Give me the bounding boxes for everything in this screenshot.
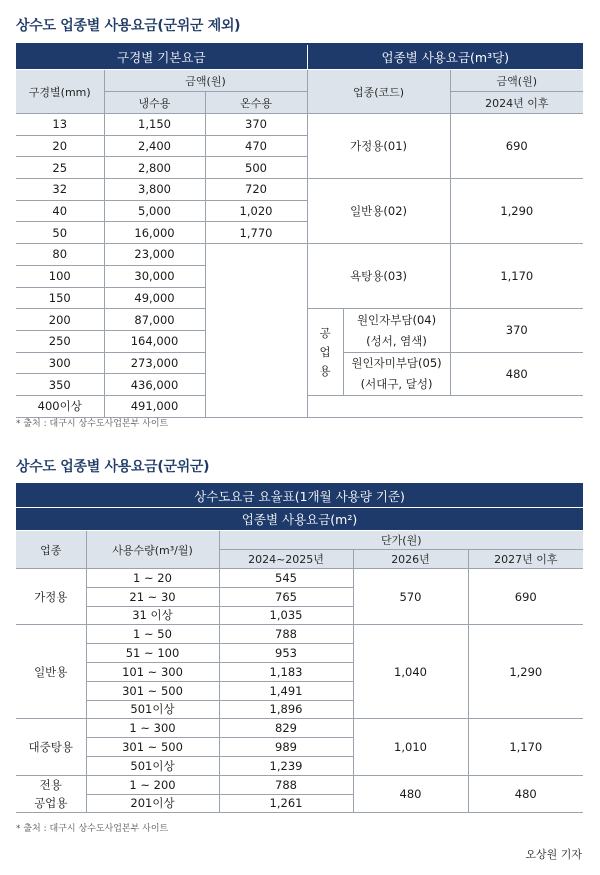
table-row	[16, 569, 583, 588]
size-cell: 20	[16, 135, 104, 157]
price-2024: 1,183	[219, 662, 353, 681]
table-row	[16, 625, 583, 644]
hot-cell: 1,020	[205, 200, 307, 222]
header-2024-2025: 2024~2025년	[219, 550, 353, 569]
usage-range: 101 ~ 300	[86, 662, 219, 681]
cold-cell: 30,000	[104, 265, 205, 287]
header-business-code: 업종(코드)	[307, 70, 450, 114]
header-2027: 2027년 이후	[468, 550, 583, 569]
cold-cell: 2,400	[104, 135, 205, 157]
industry-label: 공 업 용	[307, 309, 343, 396]
price-general: 1,290	[450, 179, 583, 244]
business-home: 가정용(01)	[307, 114, 450, 179]
table-base-rates	[16, 43, 583, 418]
hot-cell: 370	[205, 114, 307, 136]
price-home: 690	[450, 114, 583, 179]
price-bath: 1,170	[450, 244, 583, 309]
table-row	[16, 775, 583, 794]
price-2026-industry: 480	[353, 775, 468, 813]
empty-cell	[307, 395, 583, 417]
author-byline: 오상원 기자	[525, 848, 582, 861]
cold-cell: 436,000	[104, 374, 205, 396]
usage-range: 1 ~ 20	[86, 569, 219, 588]
cold-cell: 273,000	[104, 352, 205, 374]
price-industry-b: 480	[450, 352, 583, 395]
table-gunwi-rates	[16, 483, 583, 813]
price-2024: 765	[219, 587, 353, 606]
header-business: 업종	[16, 531, 86, 569]
header-amount: 금액(원)	[104, 70, 307, 92]
cold-cell: 2,800	[104, 157, 205, 179]
header-since-2024: 2024년 이후	[450, 92, 583, 114]
cold-cell: 491,000	[104, 395, 205, 417]
header-hot: 온수용	[205, 92, 307, 114]
section2-title: 상수도 업종별 사용요금(군위군)	[16, 459, 210, 475]
business-bath: 욕탕용(03)	[307, 244, 450, 309]
usage-range: 301 ~ 500	[86, 738, 219, 757]
business-general: 일반용(02)	[307, 179, 450, 244]
price-2027-general: 1,290	[468, 625, 583, 719]
price-2026-general: 1,040	[353, 625, 468, 719]
business-industry-name2: 공업용	[16, 794, 86, 813]
size-cell: 400이상	[16, 395, 104, 417]
size-cell: 80	[16, 244, 104, 266]
hot-cell: 720	[205, 179, 307, 201]
size-cell: 13	[16, 114, 104, 136]
price-2024: 989	[219, 738, 353, 757]
business-home: 가정용	[16, 569, 86, 625]
hot-cell: 1,770	[205, 222, 307, 244]
cold-cell: 1,150	[104, 114, 205, 136]
price-2024: 1,035	[219, 606, 353, 625]
usage-range: 21 ~ 30	[86, 587, 219, 606]
usage-range: 51 ~ 100	[86, 644, 219, 663]
size-cell: 25	[16, 157, 104, 179]
header-amount-right: 금액(원)	[450, 70, 583, 92]
cold-cell: 49,000	[104, 287, 205, 309]
header-base-rate: 구경별 기본요금	[16, 44, 307, 70]
price-industry-a: 370	[450, 309, 583, 352]
header-cold: 냉수용	[104, 92, 205, 114]
header-rate-table: 상수도요금 요율표(1개월 사용량 기준)	[16, 484, 583, 508]
table-row	[16, 179, 583, 201]
table-row	[16, 719, 583, 738]
business-bath: 대중탕용	[16, 719, 86, 775]
usage-range: 1 ~ 50	[86, 625, 219, 644]
size-cell: 50	[16, 222, 104, 244]
price-2024: 1,896	[219, 700, 353, 719]
price-2024: 788	[219, 625, 353, 644]
table-row	[16, 114, 583, 136]
size-cell: 250	[16, 330, 104, 352]
industry-a-name2: (성서, 염색)	[343, 330, 450, 352]
price-2027-industry: 480	[468, 775, 583, 813]
business-industry-name1: 전용	[39, 777, 62, 792]
price-2024: 1,239	[219, 756, 353, 775]
cold-cell: 5,000	[104, 200, 205, 222]
size-cell: 300	[16, 352, 104, 374]
usage-range: 501이상	[86, 756, 219, 775]
header-business-usage: 업종별 사용요금(m²)	[16, 508, 583, 531]
price-2024: 545	[219, 569, 353, 588]
cold-cell: 23,000	[104, 244, 205, 266]
industry-a-name1: 원인자부담(04)	[343, 309, 450, 331]
header-unit-price: 단가(원)	[219, 531, 583, 550]
business-general: 일반용	[16, 625, 86, 719]
price-2026-bath: 1,010	[353, 719, 468, 775]
hot-cell: 470	[205, 135, 307, 157]
header-size: 구경별(mm)	[16, 70, 104, 114]
cold-cell: 87,000	[104, 309, 205, 331]
price-2027-home: 690	[468, 569, 583, 625]
table-row	[16, 244, 583, 266]
price-2027-bath: 1,170	[468, 719, 583, 775]
cold-cell: 16,000	[104, 222, 205, 244]
industry-b-name2: (서대구, 달성)	[343, 374, 450, 396]
price-2024: 829	[219, 719, 353, 738]
price-2026-home: 570	[353, 569, 468, 625]
size-cell: 100	[16, 265, 104, 287]
header-business-rate: 업종별 사용요금(m³당)	[307, 44, 583, 70]
hot-cell: 500	[205, 157, 307, 179]
usage-range: 201이상	[86, 794, 219, 813]
industry-b-name1: 원인자미부담(05)	[343, 352, 450, 374]
price-2024: 1,491	[219, 681, 353, 700]
size-cell: 40	[16, 200, 104, 222]
usage-range: 501이상	[86, 700, 219, 719]
cold-cell: 3,800	[104, 179, 205, 201]
hot-empty-cell	[205, 244, 307, 418]
usage-range: 301 ~ 500	[86, 681, 219, 700]
usage-range: 31 이상	[86, 606, 219, 625]
size-cell: 150	[16, 287, 104, 309]
price-2024: 1,261	[219, 794, 353, 813]
header-2026: 2026년	[353, 550, 468, 569]
size-cell: 32	[16, 179, 104, 201]
cold-cell: 164,000	[104, 330, 205, 352]
size-cell: 350	[16, 374, 104, 396]
size-cell: 200	[16, 309, 104, 331]
usage-range: 1 ~ 200	[86, 775, 219, 794]
usage-range: 1 ~ 300	[86, 719, 219, 738]
section1-title: 상수도 업종별 사용요금(군위군 제외)	[16, 18, 241, 34]
price-2024: 788	[219, 775, 353, 794]
section1-source-note: * 출처 : 대구시 상수도사업본부 사이트	[16, 419, 169, 429]
header-usage: 사용수량(m³/월)	[86, 531, 219, 569]
section2-source-note: * 출처 : 대구시 상수도사업본부 사이트	[16, 824, 169, 834]
price-2024: 953	[219, 644, 353, 663]
